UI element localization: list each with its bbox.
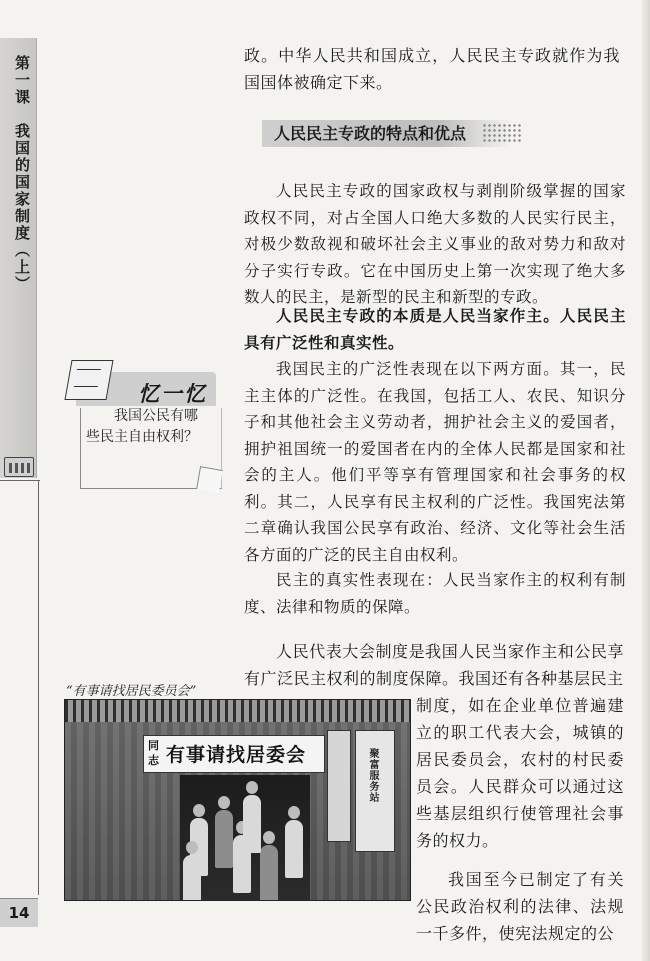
top-paragraph: 政。中华人民共和国成立，人民民主专政就作为我国国体被确定下来。 [244,46,620,92]
recall-title: 忆一忆 [138,381,207,406]
banner-main-text: 有事请找居委会 [166,744,307,766]
side-sign-text: 聚富服务站 [367,748,378,803]
halftone-decoration [482,123,522,144]
notepad-icon [64,360,113,400]
page-edge [642,0,650,961]
chapter-title: 第一课 我国的国家制度（上） [13,55,31,293]
banner-small-text: 同志 [148,739,159,767]
page-number: 14 [0,898,38,927]
person-figure [183,855,201,901]
paragraph-grassroots-democracy: 制度，如在企业单位普遍建立的职工代表大会，城镇的居民委员会，农村的村民委员会。人民群众可以通过这些基层组织行使管理社会事务的权力。 [416,696,624,850]
side-divider [0,480,40,481]
photo-banner [143,735,325,773]
person-figure [243,795,261,853]
paragraph-dictatorship-nature: 人民民主专政的国家政权与剥削阶级掌握的国家政权不同，对占全国人口绝大多数的人民实行民主，对极少数敌视和破坏社会主义事业的敌对势力和敌对分子实行专政。它在中国历史上第一次实现了绝大多数人的民主，是新型的民主和新型的专政。 [244,182,626,306]
photo-caption: “有事请找居民委员会” [66,684,197,699]
paragraph-breadth-of-democracy: 我国民主的广泛性表现在以下两方面。其一，民主主体的广泛性。在我国，包括工人、农民、知识分子和其他社会主义劳动者，拥护社会主义的爱国者，拥护祖国统一的爱国者在内的全体人民都是国家和社会的主人。他们平等享有管理国家和社会事务的权利。其二，人民享有民主权利的广泛性。我国宪法第二章确认我国公民享有政治、经济、文化等社会生活各方面的广泛的民主自由权利。 [244,360,626,564]
person-figure [285,820,303,878]
section-heading [262,120,512,147]
recall-box [66,360,216,490]
person-figure [215,810,233,868]
side-vertical-rule [38,480,39,895]
bookshelf-icon [4,457,34,477]
paragraph-authenticity-of-democracy: 民主的真实性表现在：人民当家作主的权利有制度、法律和物质的保障。 [244,571,626,616]
paragraph-npc-system: 人民代表大会制度是我国人民当家作主和公民享有广泛民主权利的制度保障。我国还有各种基层民主 [244,642,624,688]
side-sign-left [327,730,351,842]
section-heading-text: 人民民主专政的特点和优点 [274,124,467,143]
key-point-paragraph: 人民民主专政的本质是人民当家作主。人民民主具有广泛性和真实性。 [244,307,626,352]
paragraph-laws-enacted: 我国至今已制定了有关公民政治权利的法律、法规一千多件，使宪法规定的公 [416,870,624,943]
page-curl-icon [196,466,223,493]
neighborhood-committee-photo [64,699,411,901]
recall-question: 我国公民有哪些民主自由权利？ [86,408,198,445]
person-figure [260,845,278,901]
